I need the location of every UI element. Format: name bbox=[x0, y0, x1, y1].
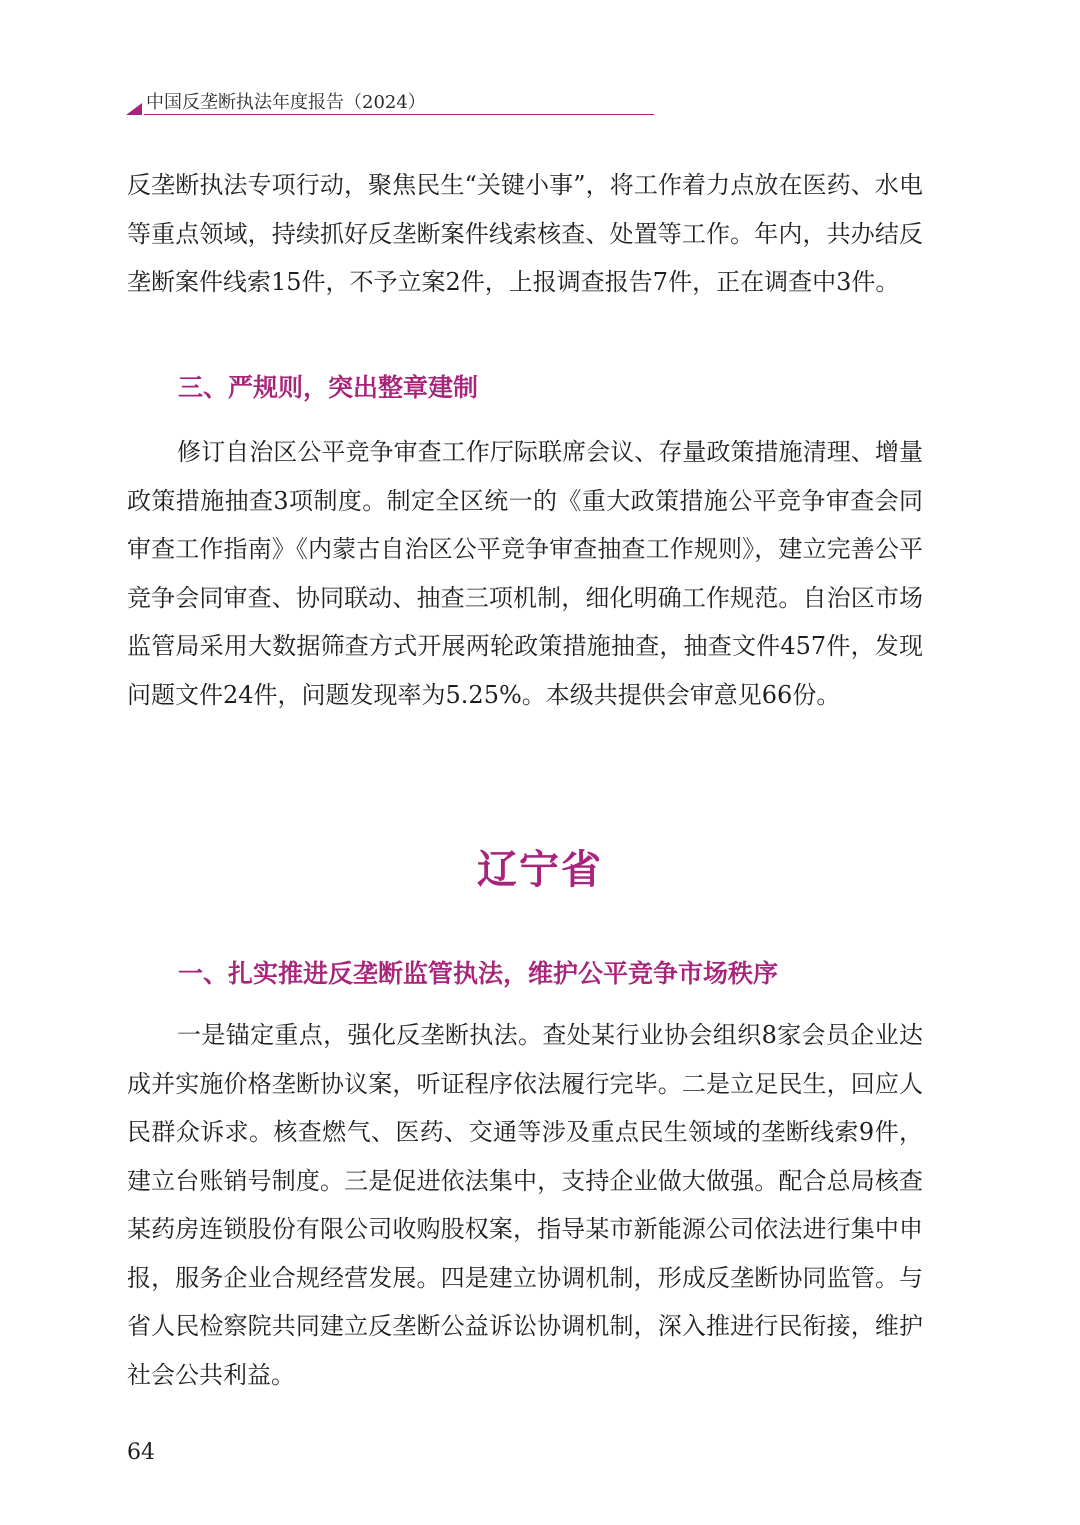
paragraph-continuation: 反垄断执法专项行动，聚焦民生“关键小事”，将工作着力点放在医药、水电等重点领域，持续抓好反垄断案件线索核查、处置等工作。年内，共办结反垄断案件线索15件，不予立案2件，上报调查报告7件，正在调查中3件。 bbox=[127, 171, 923, 296]
section-heading-1: 一、扎实推进反垄断监管执法，维护公平竞争市场秩序 bbox=[178, 959, 779, 988]
province-title: 辽宁省 bbox=[477, 847, 603, 893]
running-header bbox=[126, 86, 654, 116]
header-rule bbox=[144, 114, 654, 115]
paragraph-liaoning: 一是锚定重点，强化反垄断执法。查处某行业协会组织8家会员企业达成并实施价格垄断协议案，听证程序依法履行完毕。二是立足民生，回应人民群众诉求。核查燃气、医药、交通等涉及重点民生领域的垄断线索9件，建立台账销号制度。三是促进依法集中，支持企业做大做强。配合总局核查某药房连锁股份有限公司收购股权案，指导某市新能源公司依法进行集中申报，服务企业合规经营发展。四是建立协调机制，形成反垄断协同监管。与省人民检察院共同建立反垄断公益诉讼协调机制，深入推进行民衔接，维护社会公共利益。 bbox=[127, 1021, 923, 1389]
paragraph-rules: 修订自治区公平竞争审查工作厅际联席会议、存量政策措施清理、增量政策措施抽查3项制度。制定全区统一的《重大政策措施公平竞争审查会同审查工作指南》《内蒙古自治区公平竞争审查抽查工作规则》，建立完善公平竞争会同审查、协同联动、抽查三项机制，细化明确工作规范。自治区市场监管局采用大数据筛查方式开展两轮政策措施抽查，抽查文件457件，发现问题文件24件，问题发现率为5.25%。本级共提供会审意见66份。 bbox=[127, 438, 923, 709]
page-number: 64 bbox=[127, 1440, 155, 1465]
header-triangle-icon bbox=[126, 103, 142, 115]
section-heading-3: 三、严规则，突出整章建制 bbox=[178, 373, 479, 402]
running-title: 中国反垄断执法年度报告（2024） bbox=[146, 92, 426, 113]
